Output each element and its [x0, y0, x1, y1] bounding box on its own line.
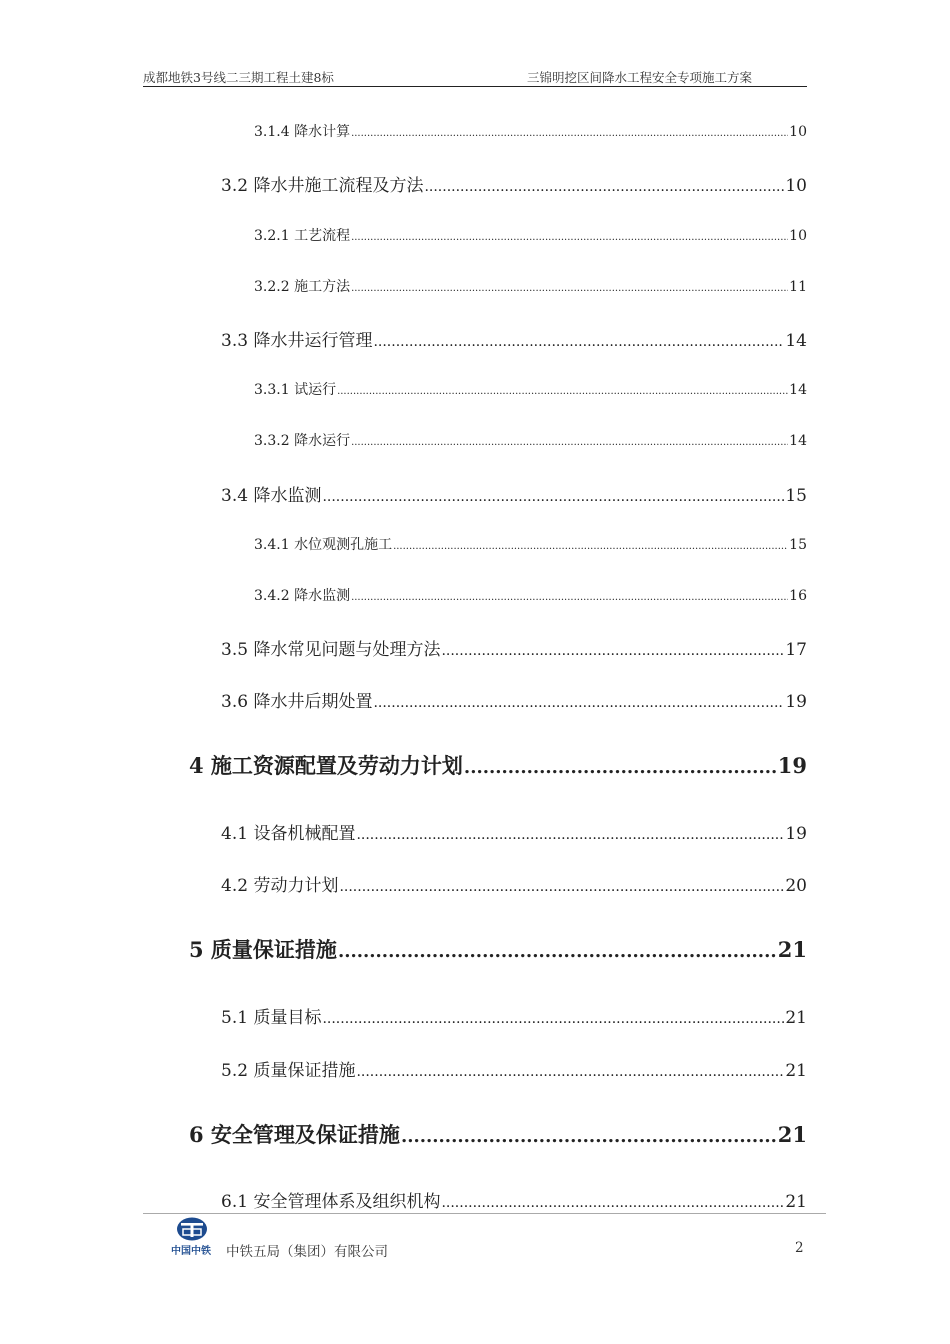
footer-divider [143, 1213, 826, 1214]
toc-entry-page: 17 [785, 640, 807, 660]
footer-page-number: 2 [795, 1240, 804, 1256]
toc-entry-title: 3.3.2 降水运行 [254, 433, 351, 449]
toc-entry-4[interactable] [189, 750, 807, 780]
toc-entry-page: 19 [785, 692, 807, 712]
toc-leader [464, 757, 777, 778]
toc-leader [441, 1195, 784, 1211]
toc-leader [351, 437, 788, 448]
toc-entry-3-5[interactable] [221, 635, 807, 660]
toc-leader [351, 592, 788, 603]
toc-entry-title: 3.4 降水监测 [221, 486, 322, 506]
toc-entry-6[interactable] [189, 1119, 807, 1149]
header-project-name: 成都地铁3号线二三期工程土建8标 [143, 70, 334, 85]
header-document-title: 三锦明挖区间降水工程安全专项施工方案 [526, 70, 752, 85]
toc-entry-title: 3.6 降水井后期处置 [221, 692, 373, 712]
toc-entry-3-2-2[interactable] [254, 276, 807, 296]
toc-entry-3-4-1[interactable] [254, 534, 807, 554]
toc-leader [322, 489, 784, 505]
toc-entry-5[interactable] [189, 934, 807, 964]
toc-entry-4-1[interactable] [221, 819, 807, 844]
toc-entry-title: 6 安全管理及保证措施 [189, 1122, 400, 1147]
toc-entry-title: 4.1 设备机械配置 [221, 824, 356, 844]
footer-company-name: 中铁五局（集团）有限公司 [226, 1244, 388, 1260]
toc-entry-page: 10 [789, 228, 807, 244]
toc-leader [424, 179, 784, 195]
toc-entry-3-2[interactable] [221, 171, 807, 196]
toc-entry-page: 21 [777, 937, 807, 962]
toc-entry-title: 3.2.1 工艺流程 [254, 228, 351, 244]
toc-entry-title: 3.1.4 降水计算 [254, 124, 351, 140]
toc-entry-3-1-4[interactable] [254, 121, 807, 141]
toc-entry-3-4[interactable] [221, 481, 807, 506]
toc-entry-title: 5 质量保证措施 [189, 937, 337, 962]
toc-entry-3-4-2[interactable] [254, 585, 807, 605]
toc-leader [339, 879, 784, 895]
toc-entry-page: 10 [785, 176, 807, 196]
toc-leader [338, 941, 777, 962]
toc-leader [356, 1064, 784, 1080]
toc-entry-page: 21 [785, 1008, 807, 1028]
toc-entry-page: 16 [789, 588, 807, 604]
toc-entry-title: 5.2 质量保证措施 [221, 1061, 356, 1081]
toc-entry-page: 14 [789, 382, 807, 398]
toc-entry-page: 11 [789, 279, 807, 295]
toc-entry-title: 6.1 安全管理体系及组织机构 [221, 1192, 441, 1212]
toc-entry-page: 20 [785, 876, 807, 896]
toc-entry-title: 5.1 质量目标 [221, 1008, 322, 1028]
toc-entry-title: 3.4.1 水位观测孔施工 [254, 537, 393, 553]
toc-leader [373, 334, 784, 350]
toc-entry-page: 14 [785, 331, 807, 351]
toc-leader [351, 283, 788, 294]
toc-leader [373, 695, 784, 711]
logo-text: 中国中铁 [171, 1246, 211, 1257]
toc-leader [441, 643, 784, 659]
toc-entry-6-1[interactable] [221, 1187, 807, 1212]
toc-entry-5-1[interactable] [221, 1003, 807, 1028]
toc-entry-3-3-2[interactable] [254, 430, 807, 450]
toc-leader [393, 541, 788, 552]
page-header [143, 66, 807, 87]
toc-entry-page: 21 [777, 1122, 807, 1147]
toc-entry-4-2[interactable] [221, 871, 807, 896]
toc-entry-title: 3.5 降水常见问题与处理方法 [221, 640, 441, 660]
toc-leader [351, 128, 788, 139]
toc-entry-page: 14 [789, 433, 807, 449]
toc-entry-title: 4.2 劳动力计划 [221, 876, 339, 896]
toc-entry-3-3[interactable] [221, 326, 807, 351]
toc-entry-page: 19 [785, 824, 807, 844]
toc-entry-page: 21 [785, 1061, 807, 1081]
toc-entry-page: 21 [785, 1192, 807, 1212]
toc-entry-title: 3.2.2 施工方法 [254, 279, 351, 295]
toc-leader [351, 232, 788, 243]
toc-entry-title: 4 施工资源配置及劳动力计划 [189, 753, 463, 778]
toc-entry-title: 3.3.1 试运行 [254, 382, 337, 398]
toc-entry-page: 15 [785, 486, 807, 506]
toc-entry-3-2-1[interactable] [254, 225, 807, 245]
toc-entry-page: 10 [789, 124, 807, 140]
toc-entry-3-3-1[interactable] [254, 379, 807, 399]
toc-entry-title: 3.2 降水井施工流程及方法 [221, 176, 424, 196]
toc-leader [322, 1011, 784, 1027]
toc-entry-5-2[interactable] [221, 1056, 807, 1081]
toc-entry-page: 15 [789, 537, 807, 553]
toc-leader [401, 1126, 777, 1147]
toc-entry-title: 3.4.2 降水监测 [254, 588, 351, 604]
toc-entry-page: 19 [777, 753, 807, 778]
toc-entry-title: 3.3 降水井运行管理 [221, 331, 373, 351]
toc-entry-3-6[interactable] [221, 687, 807, 712]
toc-leader [356, 827, 784, 843]
toc-leader [337, 386, 788, 397]
